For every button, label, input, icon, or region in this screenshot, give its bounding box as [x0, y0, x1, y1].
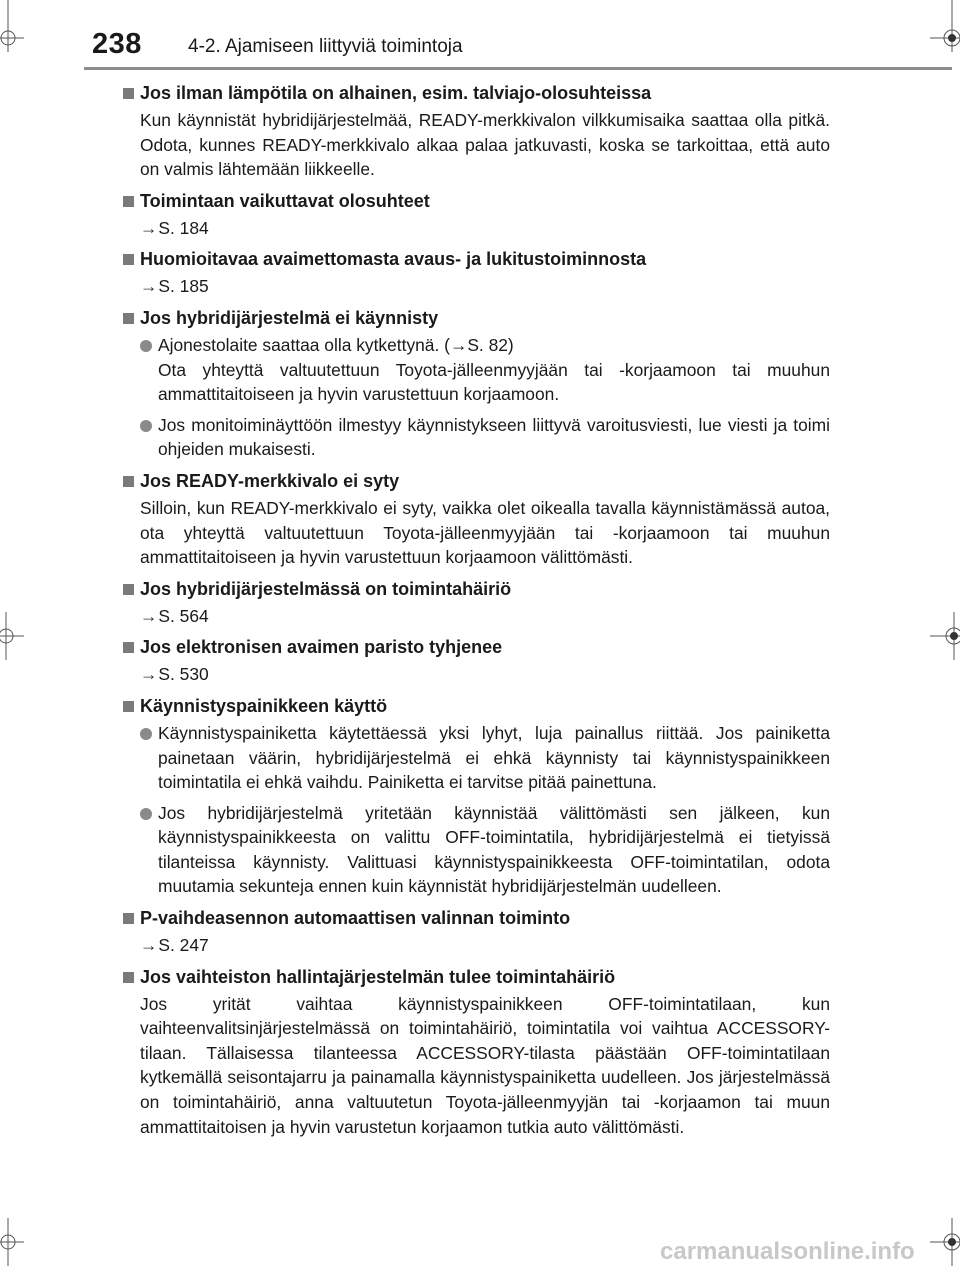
registration-mark-bottom-right: [930, 1218, 960, 1266]
arrow-right-icon: →: [140, 664, 158, 685]
square-bullet-icon: [123, 642, 134, 653]
section-keyless: [122, 246, 830, 299]
square-bullet-icon: [123, 584, 134, 595]
section-heading: P-vaihdeasennon automaattisen valinnan toiminto: [122, 905, 830, 931]
section-key-battery: [122, 634, 830, 687]
arrow-right-icon: →: [140, 276, 158, 297]
section-heading: Toimintaan vaikuttavat olosuhteet: [122, 188, 830, 214]
round-bullet-icon: [140, 340, 152, 352]
section-heading: Jos hybridijärjestelmässä on toimintahäiriö: [122, 576, 830, 602]
round-bullet-icon: [140, 420, 152, 432]
page-reference[interactable]: →S. 564: [140, 605, 209, 626]
section-heading: Jos READY-merkkivalo ei syty: [122, 468, 830, 494]
section-ready-light: [122, 468, 830, 570]
square-bullet-icon: [123, 88, 134, 99]
square-bullet-icon: [123, 196, 134, 207]
round-bullet-icon: [140, 728, 152, 740]
section-heading: Käynnistyspainikkeen käyttö: [122, 693, 830, 719]
section-start-button: [122, 693, 830, 899]
section-hybrid-malfunction: [122, 576, 830, 629]
round-bullet-icon: [140, 808, 152, 820]
registration-mark-middle-right: [930, 612, 960, 660]
arrow-right-icon: →: [140, 217, 158, 238]
watermark: carmanualsonline.info: [660, 1238, 915, 1265]
square-bullet-icon: [123, 313, 134, 324]
list-item: Jos hybridijärjestelmä yritetään käynnistää välittömästi sen jälkeen, kun käynnistyspainikkeesta on valittu OFF-toimintatila, hybridijärjestelmä ei tietyissä tilanteissa käynnisty. Valittuasi käynnistyspainikkeesta OFF-toimintatilan, odota muutamia sekunteja ennen kuin käynnistät hybridijärjestelmän uudelleen.: [122, 801, 830, 899]
square-bullet-icon: [123, 476, 134, 487]
section-heading: Huomioitavaa avaimettomasta avaus- ja lukitustoiminnosta: [122, 246, 830, 272]
page-reference[interactable]: →S. 184: [140, 217, 209, 238]
list-item: Jos monitoiminäyttöön ilmestyy käynnistykseen liittyvä varoitusviesti, lue viesti ja toimi ohjeiden mukaisesti.: [122, 413, 830, 462]
header-divider: [84, 67, 952, 70]
page-header: [84, 26, 954, 72]
section-p-position: [122, 905, 830, 958]
registration-mark-middle-left: [0, 612, 24, 660]
registration-mark-top-left: [0, 0, 24, 52]
section-paragraph: Silloin, kun READY-merkkivalo ei syty, vaikka olet oikealla tavalla käynnistämässä autoa, ota yhteyttä valtuutettuun Toyota-jälleenmyyjään tai -korjaamoon tai muuhun ammattitaitoiseen ja hyvin varustettuun korjaamoon välittömästi.: [140, 497, 830, 568]
section-conditions: [122, 188, 830, 241]
square-bullet-icon: [123, 254, 134, 265]
list-item: Ajonestolaite saattaa olla kytkettynä. (→S. 82) Ota yhteyttä valtuutettuun Toyota-jälleenmyyjään tai -korjaamoon tai muuhun ammattitaitoiseen ja hyvin varustettuun korjaamoon.: [122, 333, 830, 407]
arrow-right-icon: →: [140, 935, 158, 956]
page-reference[interactable]: →S. 247: [140, 935, 209, 956]
arrow-right-icon: →: [140, 605, 158, 626]
page-reference[interactable]: →S. 185: [140, 276, 209, 297]
square-bullet-icon: [123, 701, 134, 712]
list-item: Käynnistyspainiketta käytettäessä yksi lyhyt, luja painallus riittää. Jos painiketta painetaan väärin, hybridijärjestelmä ei ehkä käynnisty tai käynnistyspainikkeen toimintatila ei ehkä vaihdu. Painiketta ei tarvitse pitää painettuna.: [122, 721, 830, 795]
section-hybrid-not-starting: [122, 305, 830, 462]
square-bullet-icon: [123, 913, 134, 924]
registration-mark-bottom-left: [0, 1218, 24, 1266]
page-number: 238: [92, 28, 142, 60]
section-paragraph: Jos yrität vaihtaa käynnistyspainikkeen OFF-toimintatilaan, kun vaihteenvalitsinjärjestelmässä on toimintahäiriö, toimintatila voi vaihtua ACCESSORY-tilaan. Tällaisessa tilanteessa ACCESSORY-tilasta päästään OFF-toimintatilaan kytkemällä seisontajarru ja painamalla käynnistyspainiketta uudelleen. Jos järjestelmässä on toimintahäiriö, anna valtuutetun Toyota-jälleenmyyjän tai -korjaamon tai muun ammattitaitoisen ja hyvin varustetun korjaamon tutkia auto välittömästi.: [140, 993, 830, 1137]
page-content: [122, 80, 830, 1145]
section-paragraph: Kun käynnistät hybridijärjestelmää, READY-merkkivalon vilkkumisaika saattaa olla pitkä. Odota, kunnes READY-merkkivalo alkaa palaa jatkuvasti, koska se tarkoittaa, että auto on valmis lähtemään liikkeelle.: [140, 110, 830, 180]
section-heading: Jos vaihteiston hallintajärjestelmän tulee toimintahäiriö: [122, 964, 830, 990]
chapter-title: 4-2. Ajamiseen liittyviä toimintoja: [188, 36, 463, 57]
page-reference[interactable]: →S. 530: [140, 664, 209, 685]
section-transmission-malfunction: [122, 964, 830, 1140]
section-cold-weather: [122, 80, 830, 182]
section-heading: Jos ilman lämpötila on alhainen, esim. talviajo-olosuhteissa: [122, 80, 830, 106]
section-heading: Jos hybridijärjestelmä ei käynnisty: [122, 305, 830, 331]
square-bullet-icon: [123, 972, 134, 983]
section-heading: Jos elektronisen avaimen paristo tyhjenee: [122, 634, 830, 660]
